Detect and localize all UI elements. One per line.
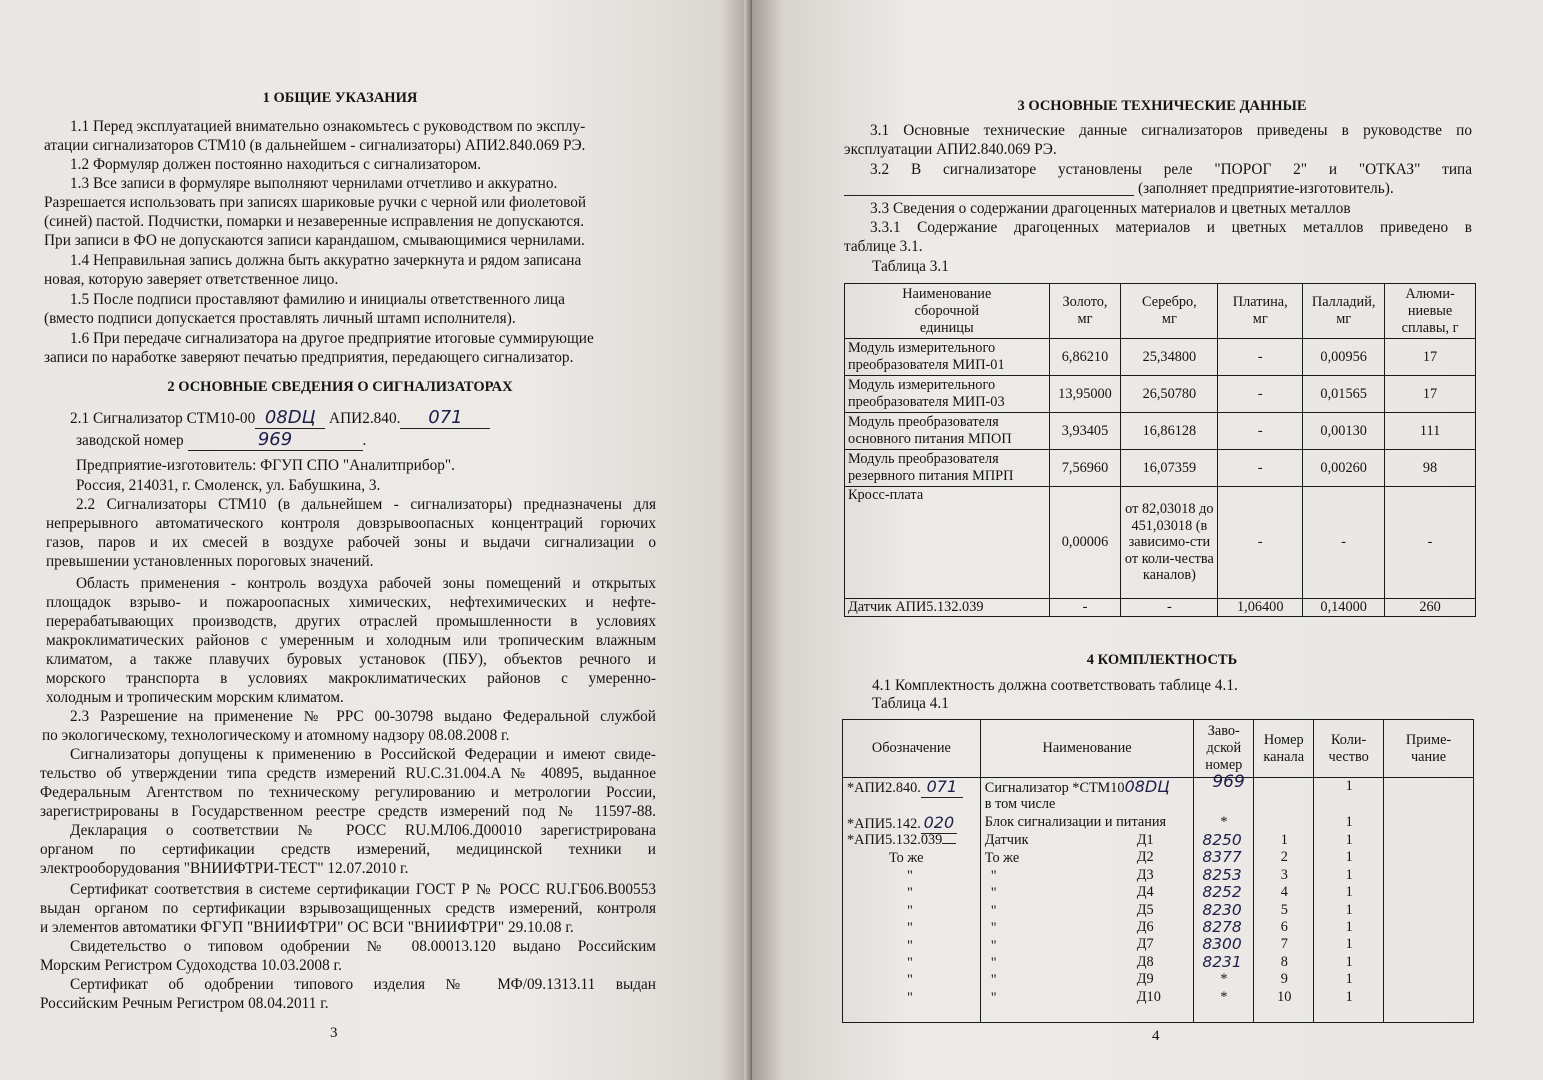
s1-line: атации сигнализаторов СТМ10 (в дальнейшем - сигнализаторы) АПИ2.840.069 РЭ. xyxy=(44,137,586,154)
col-header: Приме- чание xyxy=(1384,720,1474,778)
s3-line: 3.3 Сведения о содержании драгоценных материалов и цветных металлов xyxy=(870,200,1351,217)
left-page xyxy=(0,0,750,1080)
cell: 98 xyxy=(1385,450,1476,487)
s2-line: зарегистрированы в Государственном реестре средств измерений под № 11597-88. xyxy=(40,803,656,820)
cell: - xyxy=(1218,450,1303,487)
s41-text: 4.1 Комплектность должна соответствовать таблице 4.1. xyxy=(872,677,1238,694)
ditto-mark: " xyxy=(990,972,997,989)
right-page xyxy=(752,0,1543,1080)
s2-line: Сертификат соответствия в системе сертификации ГОСТ Р № РОСС RU.ГБ06.B00553 xyxy=(70,881,656,898)
s2-line: морского транспорта в условиях макроклиматических районов с умеренно- xyxy=(46,670,656,687)
s2-line: электрооборудования "ВНИИФТРИ-ТЕСТ" 12.07.2010 г. xyxy=(40,860,409,877)
sensor-label: Д8 xyxy=(1136,953,1154,970)
s2-line: и элементов автоматики ФГУП "ВНИИФТРИ" ОС ВСИ "ВНИИФТРИ" 29.10.08 г. xyxy=(40,919,574,936)
cell: 25,34800 xyxy=(1121,339,1218,376)
quantity: 1 xyxy=(1345,971,1353,988)
s2-line: Область применения - контроль воздуха рабочей зоны помещений и открытых xyxy=(76,575,656,592)
quantity: 1 xyxy=(1345,936,1353,953)
s1-line: (вместо подписи допускается проставлять личный штамп исполнителя). xyxy=(44,310,516,327)
cell: 17 xyxy=(1385,339,1476,376)
s2-line: Сигнализаторы допущены к применению в Российской Федерации и имеют свиде- xyxy=(70,746,656,763)
cell: 6,86210 xyxy=(1049,339,1121,376)
col-header: Серебро, мг xyxy=(1121,284,1218,339)
sensor-serial: * xyxy=(1220,971,1228,988)
sensor-serials xyxy=(1202,832,1254,1006)
table-row xyxy=(845,339,1476,376)
cell: То же xyxy=(984,850,1020,866)
s2-line: непрерывного автоматического контроля довзрывоопасных концентраций горючих xyxy=(46,515,656,532)
ditto-mark: " xyxy=(990,937,997,954)
serial-label: заводской номер xyxy=(76,432,184,449)
table-header-row xyxy=(845,284,1476,339)
cell: 17 xyxy=(1385,376,1476,413)
sensor-serial: 8252 xyxy=(1202,883,1242,902)
cell: 3,93405 xyxy=(1049,413,1121,450)
ditto-mark: " xyxy=(907,868,913,884)
s2-line: Декларация о соответствии № РОСС RU.МЛ06.Д00010 зарегистрирована xyxy=(70,822,656,839)
sensor-label: Д3 xyxy=(1136,866,1154,883)
col-header: Коли- чество xyxy=(1314,720,1384,778)
cell: Модуль преобразователя основного питания МПОП xyxy=(845,413,1050,450)
s1-line: (синей) пастой. Подчистки, помарки и незаверенные исправления не допускаются. xyxy=(44,213,585,230)
cell: 1,06400 xyxy=(1218,599,1303,617)
channel-number: 3 xyxy=(1280,866,1288,883)
col-header: Золото, мг xyxy=(1049,284,1121,339)
cell: - xyxy=(1218,487,1303,599)
handwritten-code: 071 xyxy=(926,777,958,796)
cell: - xyxy=(1218,339,1303,376)
cell: - xyxy=(1385,487,1476,599)
cell: 0,01565 xyxy=(1303,376,1385,413)
table-row xyxy=(845,413,1476,450)
sensor-label: Д6 xyxy=(1136,919,1154,936)
sensor-label: Д2 xyxy=(1136,849,1154,866)
ditto-mark: " xyxy=(990,989,997,1006)
table-3-1 xyxy=(844,283,1476,617)
page-number: 4 xyxy=(1152,1028,1160,1044)
sensor-serial: 8250 xyxy=(1202,831,1242,849)
cell: Сигнализатор *СТМ1008DЦ xyxy=(984,777,1170,796)
s1-line: 1.2 Формуляр должен постоянно находиться с сигнализатором. xyxy=(70,156,482,173)
channel-number: 5 xyxy=(1280,901,1288,918)
cell: *АПИ5.142. 020 xyxy=(847,814,957,834)
quantity: 1 xyxy=(1345,988,1353,1005)
s21-prefix: 2.1 Сигнализатор СТМ10-00 xyxy=(70,410,256,427)
cell: Кросс-плата xyxy=(845,487,1050,599)
handwritten-code: 020 xyxy=(923,813,955,832)
quantity: 1 xyxy=(1345,849,1353,866)
handwritten-model: 08DЦ xyxy=(264,407,316,428)
channel-number: 2 xyxy=(1280,849,1288,866)
sensor-serial: 8231 xyxy=(1202,952,1242,971)
table-body xyxy=(843,778,1474,1023)
s1-line: 1.3 Все записи в формуляре выполняют чернилами отчетливо и аккуратно. xyxy=(70,175,558,192)
table-row xyxy=(845,487,1476,599)
table-row xyxy=(845,376,1476,413)
handwritten-code: 071 xyxy=(428,407,463,428)
section1-title: 1 ОБЩИЕ УКАЗАНИЯ xyxy=(262,90,418,106)
cell: 0,14000 xyxy=(1303,599,1385,617)
cell: - xyxy=(1121,599,1218,617)
section2-title: 2 ОСНОВНЫЕ СВЕДЕНИЯ О СИГНАЛИЗАТОРАХ xyxy=(167,379,513,395)
col-serial xyxy=(1194,772,1254,1023)
ditto-mark: " xyxy=(907,902,913,919)
s21-mid: АПИ2.840. xyxy=(329,410,401,427)
col-header: Платина, мг xyxy=(1218,284,1303,339)
s2-line: Свидетельство о типовом одобрении № 08.00013.120 выдано Российским xyxy=(70,938,656,955)
sensor-labels xyxy=(1137,832,1177,1006)
relay-type-blank xyxy=(844,195,1134,196)
s3-line: эксплуатации АПИ2.840.069 РЭ. xyxy=(844,141,1057,158)
cell: 13,95000 xyxy=(1049,376,1121,413)
sensor-serial: 8230 xyxy=(1202,900,1242,919)
ditto-mark: " xyxy=(990,920,997,937)
cell: *АПИ5.132.039 xyxy=(847,832,956,849)
ditto-mark: " xyxy=(990,885,997,902)
s2-line: макроклиматических районов с умеренным и холодным или тропическим влажным xyxy=(46,632,656,649)
channel-number: 1 xyxy=(1280,832,1288,848)
cell: Модуль измерительного преобразователя МИП-03 xyxy=(845,376,1050,413)
quantity: 1 xyxy=(1345,832,1353,848)
ditto-mark: " xyxy=(907,937,913,954)
col-note xyxy=(1384,778,1474,1023)
quantity: 1 xyxy=(1345,866,1353,883)
s2-line: перерабатывающих производств, других отраслей промышленности в условиях xyxy=(46,613,656,630)
s2-line: Федеральным Агентством по техническому регулированию и метрологии России, xyxy=(40,784,656,801)
quantity: 1 xyxy=(1345,919,1353,936)
s21-line xyxy=(70,408,490,429)
table-4-1 xyxy=(842,719,1474,1023)
s2-line: органом по сертификации средств измерений, медицинской техники и xyxy=(40,841,656,858)
s3-line: 3.3.1 Содержание драгоценных материалов и цветных металлов приведено в xyxy=(870,219,1472,236)
ditto-mark: " xyxy=(990,902,997,919)
s2-line: по экологическому, технологическому и атомному надзору 08.08.2008 г. xyxy=(42,727,510,744)
cell: 1 xyxy=(1345,814,1353,830)
s2-line: превышении установленных пороговых значений. xyxy=(46,553,374,570)
s2-line: выдан органом по сертификации взрывозащищенных средств измерений, контроля xyxy=(40,900,656,917)
s1-line: При записи в ФО не допускаются записи карандашом, смывающимися чернилами. xyxy=(44,232,585,249)
col-qty xyxy=(1314,778,1384,1023)
channel-number: 6 xyxy=(1280,919,1288,936)
s3-line: таблице 3.1. xyxy=(844,238,923,255)
sensor-label: Д10 xyxy=(1136,988,1161,1005)
cell: - xyxy=(1049,599,1121,617)
sensor-serial: 8377 xyxy=(1202,848,1242,867)
table31-caption: Таблица 3.1 xyxy=(872,258,949,275)
s2-line: площадок взрыво- и пожароопасных химических, нефтехимических и нефте- xyxy=(46,594,656,611)
sensor-serial: * xyxy=(1220,988,1228,1005)
cell: Датчик xyxy=(984,832,1029,848)
channel-number: 9 xyxy=(1280,971,1288,988)
table-row xyxy=(845,599,1476,617)
quantity: 1 xyxy=(1345,901,1353,918)
table-row xyxy=(845,450,1476,487)
cell: от 82,03018 до 451,03018 (в зависимо-сти от коли-чества каналов) xyxy=(1121,487,1218,599)
cell: 26,50780 xyxy=(1121,376,1218,413)
page-number: 3 xyxy=(330,1025,338,1041)
s2-line: газов, паров и их смесей в воздухе рабочей зоны и выдачи сигнализации о xyxy=(46,534,656,551)
cell: 0,00956 xyxy=(1303,339,1385,376)
cell: Блок сигнализации и питания xyxy=(984,814,1167,830)
col-header: Номер канала xyxy=(1254,720,1314,778)
table41-caption: Таблица 4.1 xyxy=(872,695,949,712)
s1-line: 1.6 При передаче сигнализатора на другое предприятие итоговые суммирующие xyxy=(70,330,594,347)
ditto-mark: " xyxy=(907,885,913,902)
handwritten-model: 08DЦ xyxy=(1124,777,1170,796)
col-header: Алюми- ниевые сплавы, г xyxy=(1385,284,1476,339)
sensor-channels xyxy=(1254,832,1314,1006)
s3-line: (заполняет предприятие-изготовитель). xyxy=(1138,180,1394,197)
sensor-serial: 8253 xyxy=(1202,865,1242,884)
cell: 260 xyxy=(1385,599,1476,617)
cell: 0,00130 xyxy=(1303,413,1385,450)
col-name xyxy=(980,778,1194,1023)
cell: 0,00006 xyxy=(1049,487,1121,599)
s1-line: 1.1 Перед эксплуатацией внимательно ознакомьтесь с руководством по эксплу- xyxy=(70,118,586,135)
cell: 7,56960 xyxy=(1049,450,1121,487)
s2-line: климатом, а также плавучих буровых установок (ПБУ), объектов речного и xyxy=(46,651,656,668)
serial-line: заводской номер 969 . xyxy=(76,429,367,450)
s1-line: новая, которую заверяет ответственное лицо. xyxy=(44,271,339,288)
col-designation xyxy=(843,778,981,1023)
cell: 111 xyxy=(1385,413,1476,450)
ditto-mark: " xyxy=(990,868,997,884)
s1-line: 1.4 Неправильная запись должна быть аккуратно зачеркнута и рядом записана xyxy=(70,252,582,269)
ditto-column xyxy=(991,868,1011,1007)
cell: *АПИ2.840. 071 xyxy=(847,778,963,798)
ditto-mark: " xyxy=(907,920,913,937)
s2-line: Морским Регистром Судоходства 10.03.2008 г. xyxy=(40,957,342,974)
channel-number: 4 xyxy=(1280,884,1288,901)
cell: То же xyxy=(889,850,924,866)
col-header: Палладий, мг xyxy=(1303,284,1385,339)
cell: Датчик АПИ5.132.039 xyxy=(845,599,1050,617)
s1-line: 1.5 После подписи проставляют фамилию и инициалы ответственного лица xyxy=(70,291,565,308)
sensor-label: Д7 xyxy=(1136,936,1154,953)
s2-line: 2.3 Разрешение на применение № РРС 00-30798 выдано Федеральной службой xyxy=(70,708,656,725)
handwritten-serial: 969 xyxy=(1212,772,1245,792)
section3-title: 3 ОСНОВНЫЕ ТЕХНИЧЕСКИЕ ДАННЫЕ xyxy=(1017,98,1307,114)
sensor-serial: 8278 xyxy=(1202,918,1242,937)
section4-title: 4 КОМПЛЕКТНОСТЬ xyxy=(1086,652,1238,668)
quantity: 1 xyxy=(1345,884,1353,901)
col-header: Наименование сборочной единицы xyxy=(845,284,1050,339)
address: Россия, 214031, г. Смоленск, ул. Бабушкина, 3. xyxy=(76,477,381,494)
sensor-qtys xyxy=(1314,832,1384,1006)
s2-line: 2.2 Сигнализаторы СТМ10 (в дальнейшем - сигнализаторы) предназначены для xyxy=(76,496,656,513)
s1-line: записи по наработке заверяют печатью предприятия, передающего сигнализатор. xyxy=(44,349,574,366)
manufacturer: Предприятие-изготовитель: ФГУП СПО "Аналитприбор". xyxy=(76,457,455,474)
cell: в том числе xyxy=(984,796,1056,812)
ditto-mark: " xyxy=(990,955,997,972)
s3-line: 3.2 В сигнализаторе установлены реле "ПОРОГ 2" и "ОТКАЗ" типа xyxy=(870,161,1472,178)
channel-number: 10 xyxy=(1277,988,1292,1005)
cell: 0,00260 xyxy=(1303,450,1385,487)
handwritten-serial: 969 xyxy=(257,429,293,450)
s1-line: Разрешается использовать при записях шариковые ручки с черной или фиолетовой xyxy=(44,194,587,211)
cell: - xyxy=(1218,376,1303,413)
table-header-row xyxy=(843,720,1474,778)
s2-line: тельство об утверждении типа средств измерений RU.C.31.004.A № 40895, выданное xyxy=(40,765,656,782)
s2-line: Российским Речным Регистром 08.04.2011 г. xyxy=(40,995,329,1012)
col-channel xyxy=(1254,778,1314,1023)
sensor-label: Д4 xyxy=(1136,884,1154,901)
cell: * xyxy=(1220,814,1228,830)
col-header: Наименование xyxy=(980,720,1194,778)
col-header: Обозначение xyxy=(843,720,981,778)
ditto-mark: " xyxy=(907,955,913,972)
cell: Модуль измерительного преобразователя МИП-01 xyxy=(845,339,1050,376)
s2-line: холодным и тропическим морским климатом. xyxy=(46,689,344,706)
s2-line: Сертификат об одобрении типового изделия № МФ/09.1313.11 выдан xyxy=(70,976,656,993)
cell: 16,07359 xyxy=(1121,450,1218,487)
ditto-column xyxy=(907,868,927,1007)
cell: 16,86128 xyxy=(1121,413,1218,450)
ditto-mark: " xyxy=(907,989,913,1006)
sensor-label: Д9 xyxy=(1136,971,1154,988)
sensor-label: Д1 xyxy=(1136,832,1154,848)
quantity: 1 xyxy=(1345,953,1353,970)
s3-line: 3.1 Основные технические данные сигнализаторов приведены в руководстве по xyxy=(870,122,1472,139)
cell: 1 xyxy=(1345,778,1353,794)
cell: Модуль преобразователя резервного питания МПРП xyxy=(845,450,1050,487)
cell: - xyxy=(1218,413,1303,450)
sensor-serial: 8300 xyxy=(1202,935,1242,954)
col-header: Заво- дской номер xyxy=(1194,720,1254,778)
channel-number: 7 xyxy=(1280,936,1288,953)
cell: - xyxy=(1303,487,1385,599)
ditto-mark: " xyxy=(907,972,913,989)
channel-number: 8 xyxy=(1280,953,1288,970)
sensor-label: Д5 xyxy=(1136,901,1154,918)
